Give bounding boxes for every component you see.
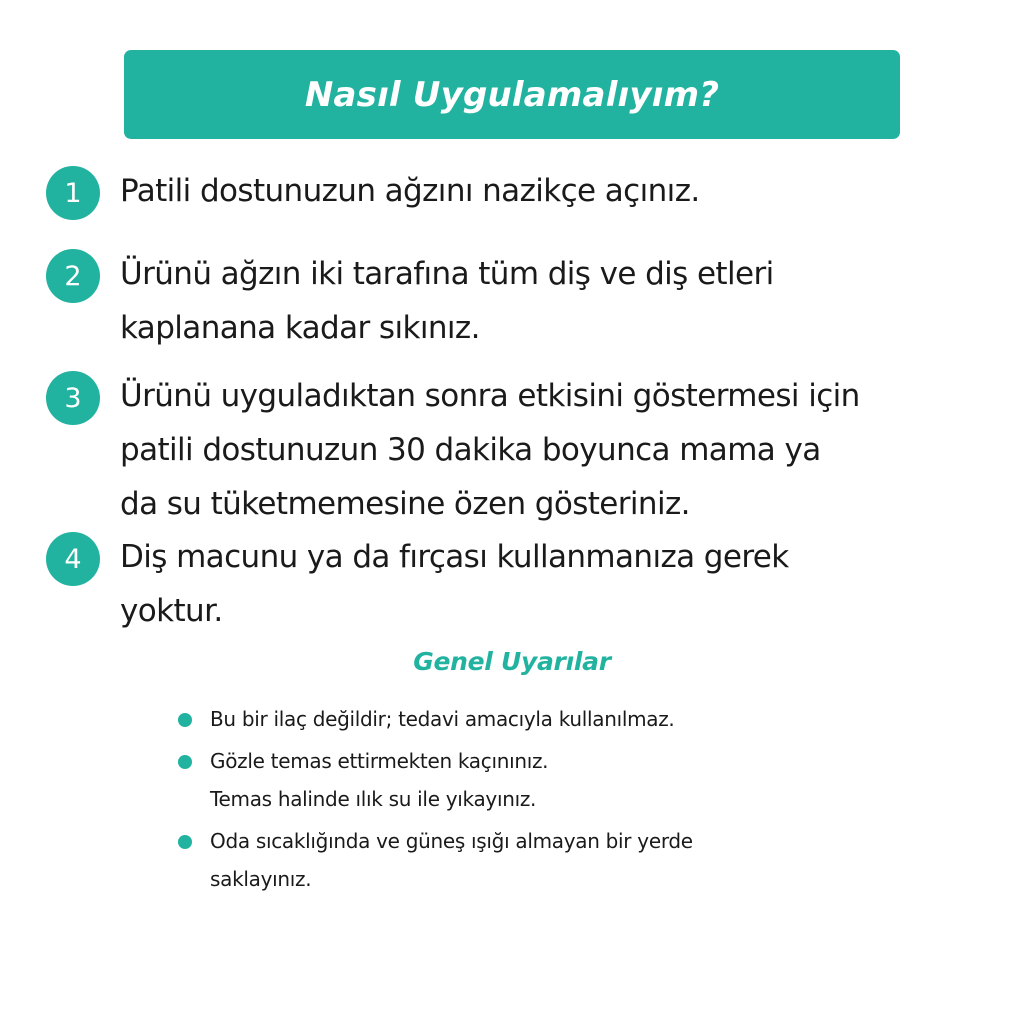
warning-line: saklayınız. xyxy=(210,867,312,891)
page-title: Nasıl Uygulamalıyım? xyxy=(304,74,720,115)
step-line: patili dostunuzun 30 dakika boyunca mama ya xyxy=(120,432,821,468)
step-line: kaplanana kadar sıkınız. xyxy=(120,310,480,346)
step-text xyxy=(120,247,1000,355)
step-number-badge: 3 xyxy=(46,371,100,425)
step-text xyxy=(120,530,1000,638)
step-number-badge: 4 xyxy=(46,532,100,586)
warning-line: Oda sıcaklığında ve güneş ışığı almayan bir yerde xyxy=(210,829,693,853)
bullet-dot-icon xyxy=(178,713,192,727)
step-text xyxy=(120,369,1000,531)
warning-line: Bu bir ilaç değildir; tedavi amacıyla kullanılmaz. xyxy=(210,707,675,731)
step-number-badge: 2 xyxy=(46,249,100,303)
warning-line: Temas halinde ılık su ile yıkayınız. xyxy=(210,787,537,811)
warning-line: Gözle temas ettirmekten kaçınınız. xyxy=(210,749,549,773)
warning-text xyxy=(210,700,900,738)
step-line: yoktur. xyxy=(120,593,223,629)
step-text xyxy=(120,164,1000,218)
step-line: Patili dostunuzun ağzını nazikçe açınız. xyxy=(120,173,700,209)
warnings-title: Genel Uyarılar xyxy=(413,647,611,676)
bullet-dot-icon xyxy=(178,755,192,769)
title-banner xyxy=(124,50,900,139)
warning-text xyxy=(210,742,900,818)
bullet-dot-icon xyxy=(178,835,192,849)
step-line: Ürünü uyguladıktan sonra etkisini göstermesi için xyxy=(120,378,860,414)
step-line: Diş macunu ya da fırçası kullanmanıza gerek xyxy=(120,539,789,575)
step-line: da su tüketmemesine özen gösteriniz. xyxy=(120,486,690,522)
step-number-badge: 1 xyxy=(46,166,100,220)
warning-text xyxy=(210,822,900,898)
step-line: Ürünü ağzın iki tarafına tüm diş ve diş etleri xyxy=(120,256,774,292)
